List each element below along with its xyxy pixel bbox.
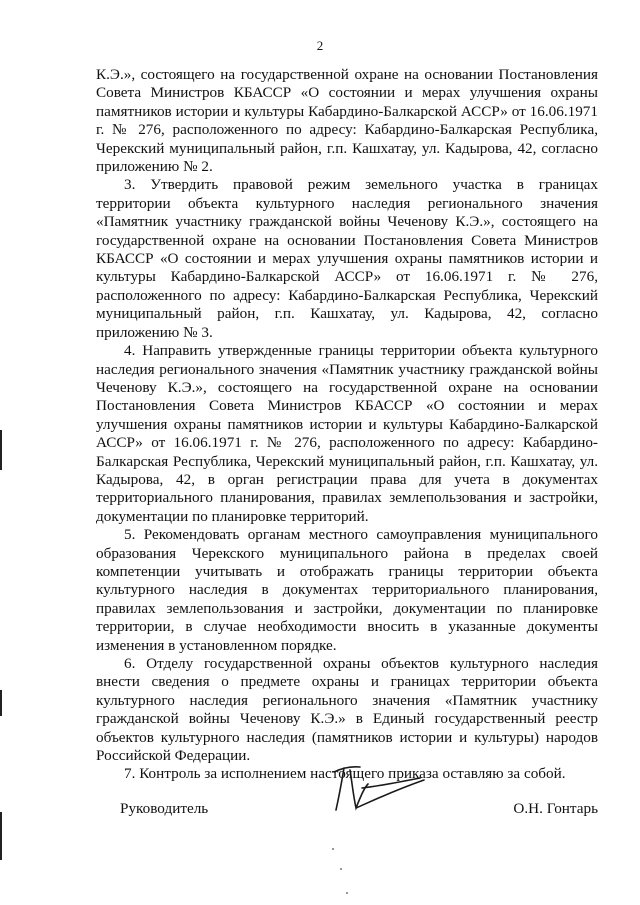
paragraph-item-4: 4. Направить утвержденные границы территории объекта культурного наследия регионального значения «Памятник участнику гражданской войны Чеченову К.Э.», состоящего на государственной охране на основании Постановления Совета Министров КБАССР «О состоянии и мерах улучшения охраны памятников истории и культуры Кабардино-Балкарской АССР» от 16.06.1971 г. № 276, расположенного по адресу: Кабардино-Балкарская Республика, Черекский муниципальный район, г.п. Кашхатау, ул. Кадырова, 42, в орган регистрации права для учета в документах территориального планирования, правилах землепользования и застройки, документации по планировке территорий. [96,342,598,525]
paragraph-item-7: 7. Контроль за исполнением настоящего приказа оставляю за собой. [124,765,566,783]
scan-speck [332,848,334,850]
paragraph-item-5: 5. Рекомендовать органам местного самоуправления муниципального образования Черекского муниципального района в пределах своей компетенции учитывать и отображать границы территории объекта культурного наследия в документах территориального планирования, правилах землепользования и застройки, документации по планировке территории, в случае необходимости вносить в указанные документы изменения в установленном порядке. [96,526,598,654]
left-margin-mark-bottom [0,812,2,860]
scan-speck [346,892,348,894]
document-body [96,66,598,784]
paragraph-item-6: 6. Отделу государственной охраны объектов культурного наследия внести сведения о предмете охраны и границах территории объекта культурного наследия регионального значения «Памятник участнику гражданской войны Чеченову К.Э.» в Единый государственный реестр объектов культурного наследия (памятников истории и культуры) народов Российской Федерации. [96,655,598,765]
signer-name: О.Н. Гонтарь [513,800,598,817]
left-margin-mark-top [0,430,2,470]
paragraph-item-3: 3. Утвердить правовой режим земельного участка в границах территории объекта культурного наследия регионального значения «Памятник участнику гражданской войны Чеченову К.Э.», состоящего на государственной охране на основании Постановления Совета Министров КБАССР «О состоянии и мерах улучшения охраны памятников истории и культуры Кабардино-Балкарской АССР» от 16.06.1971 г. № 276, расположенного по адресу: Кабардино-Балкарская Республика, Черекский муниципальный район, г.п. Кашхатау, ул. Кадырова, 42, согласно приложению № 3. [96,176,598,341]
scan-speck [340,868,342,870]
page-number: 2 [316,38,324,53]
handwritten-signature [320,758,430,820]
paragraph-continuation: К.Э.», состоящего на государственной охране на основании Постановления Совета Министров КБАССР «О состоянии и мерах улучшения охраны памятников истории и культуры Кабардино-Балкарской АССР» от 16.06.1971 г. № 276, расположенного по адресу: Кабардино-Балкарская Республика, Черекский муниципальный район, г.п. Кашхатау, ул. Кадырова, 42, согласно приложению № 2. [96,66,598,176]
signer-title: Руководитель [120,800,209,817]
left-margin-mark-middle [0,690,2,716]
